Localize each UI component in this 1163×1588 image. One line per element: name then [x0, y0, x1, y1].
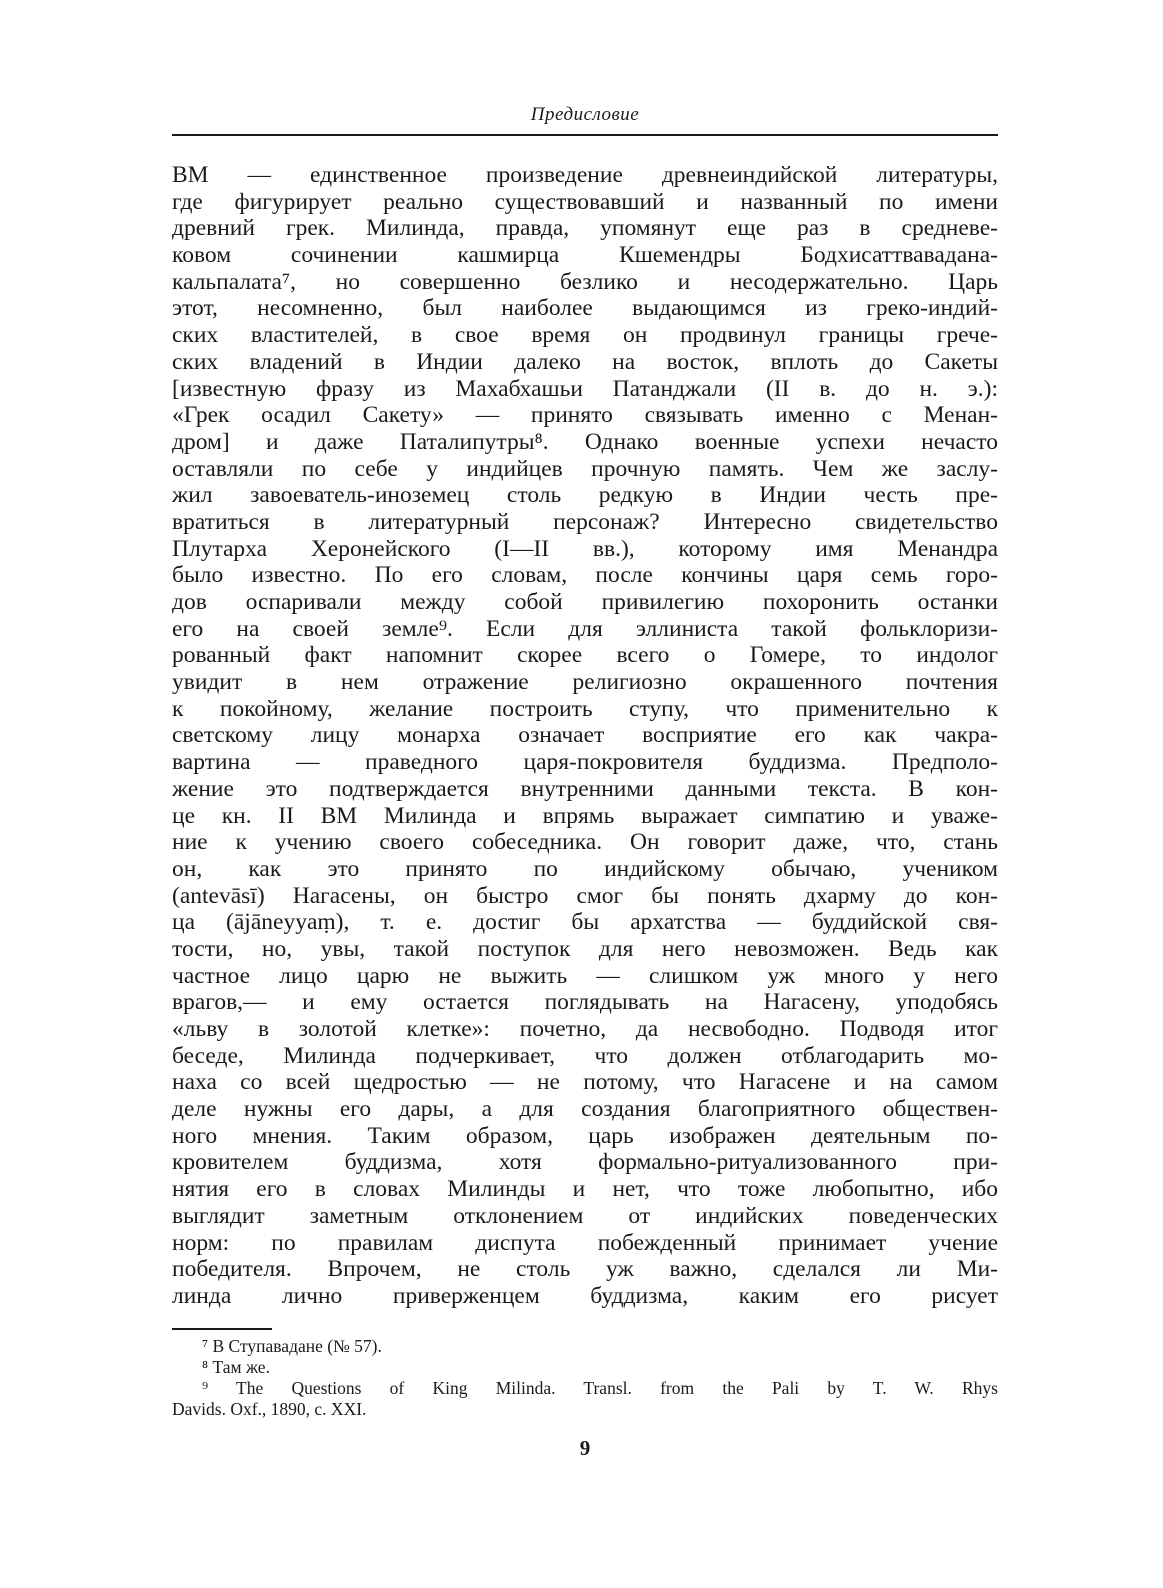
text-line: где фигурирует реально существовавший и названный по имени: [172, 188, 998, 215]
text-line: [известную фразу из Махабхашьи Патанджали (II в. до н. э.):: [172, 375, 998, 402]
text-line: ских властителей, в свое время он продвинул границы грече-: [172, 322, 998, 349]
text-line: ковом сочинении кашмирца Кшемендры Бодхисаттвавадана-: [172, 242, 998, 269]
body-text: [172, 162, 998, 1310]
footnote-rule: [172, 1328, 272, 1330]
text-line: увидит в нем отражение религиозно окрашенного почтения: [172, 669, 998, 696]
text-line: деле нужны его дары, а для создания благоприятного обществен-: [172, 1096, 998, 1123]
footnote-8: ⁸ Там же.: [202, 1357, 270, 1377]
text-line: врагов,— и ему остается поглядывать на Нагасену, уподобясь: [172, 989, 998, 1016]
text-line: выглядит заметным отклонением от индийских поведенческих: [172, 1202, 998, 1229]
text-line: он, как это принято по индийскому обычаю, учеником: [172, 855, 998, 882]
running-head: Предисловие: [530, 104, 640, 125]
text-line: нятия его в словах Милинды и нет, что тоже любопытно, ибо: [172, 1176, 998, 1203]
text-line: кровителем буддизма, хотя формально-ритуализованного при-: [172, 1149, 998, 1176]
text-line: беседе, Милинда подчеркивает, что должен отблагодарить мо-: [172, 1042, 998, 1069]
text-line: це кн. II ВМ Милинда и впрямь выражает симпатию и уваже-: [172, 802, 998, 829]
text-line: «Грек осадил Сакету» — принято связывать именно с Менан-: [172, 402, 998, 429]
footnote-9: ⁹ The Questions of King Milinda. Transl. from the Pali by T. W. Rhys: [202, 1378, 998, 1398]
text-line: древний грек. Милинда, правда, упомянут еще раз в средневе-: [172, 215, 998, 242]
text-line: жил завоеватель-иноземец столь редкую в Индии честь пре-: [172, 482, 998, 509]
text-line: оставляли по себе у индийцев прочную память. Чем же заслу-: [172, 455, 998, 482]
text-line: дром] и даже Паталипутры⁸. Однако военные успехи нечасто: [172, 428, 998, 455]
text-line: светскому лицу монарха означает восприятие его как чакра-: [172, 722, 998, 749]
text-line: ние к учению своего собеседника. Он говорит даже, что, стань: [172, 829, 998, 856]
text-line: тости, но, увы, такой поступок для него невозможен. Ведь как: [172, 935, 998, 962]
text-line: ца (ājāneyyaṃ), т. е. достиг бы архатства — буддийской свя-: [172, 909, 998, 936]
text-line: рованный факт напомнит скорее всего о Гомере, то индолог: [172, 642, 998, 669]
text-line: (antevāsī) Нагасены, он быстро смог бы понять дхарму до кон-: [172, 882, 998, 909]
text-line: «льву в золотой клетке»: почетно, да несвободно. Подводя итог: [172, 1016, 998, 1042]
header-rule: [172, 134, 998, 136]
text-line: частное лицо царю не выжить — слишком уж много у него: [172, 962, 998, 989]
text-line: победителя. Впрочем, не столь уж важно, сделался ли Ми-: [172, 1256, 998, 1283]
text-line: наха со всей щедростью — не потому, что Нагасене и на самом: [172, 1069, 998, 1096]
text-line: вартина — праведного царя-покровителя буддизма. Предполо-: [172, 749, 998, 776]
text-line: дов оспаривали между собой привилегию похоронить останки: [172, 589, 998, 615]
footnote-9-continuation: Davids. Oxf., 1890, c. XXI.: [172, 1399, 367, 1419]
text-line: вратиться в литературный персонаж? Интересно свидетельство: [172, 508, 998, 535]
text-line: к покойному, желание построить ступу, что применительно к: [172, 695, 998, 722]
footnote-7: ⁷ В Ступавадане (№ 57).: [202, 1336, 382, 1356]
text-line: этот, несомненно, был наиболее выдающимся из греко-индий-: [172, 295, 998, 322]
text-line: Плутарха Херонейского (I—II вв.), которому имя Менандра: [172, 535, 998, 562]
text-line: его на своей земле⁹. Если для эллиниста такой фольклоризи-: [172, 615, 998, 642]
footnotes: [172, 1336, 998, 1420]
text-line: ВМ — единственное произведение древнеиндийской литературы,: [172, 162, 998, 188]
text-line: кальпалата⁷, но совершенно безлико и несодержательно. Царь: [172, 268, 998, 295]
page-number: 9: [579, 1436, 591, 1460]
text-line: ного мнения. Таким образом, царь изображен деятельным по-: [172, 1122, 998, 1149]
text-line: норм: по правилам диспута побежденный принимает учение: [172, 1229, 998, 1256]
text-line: ских владений в Индии далеко на восток, вплоть до Сакеты: [172, 348, 998, 375]
text-line: линда лично приверженцем буддизма, каким его рисует: [172, 1282, 998, 1309]
text-line: было известно. По его словам, после кончины царя семь горо-: [172, 562, 998, 589]
text-line: жение это подтверждается внутренними данными текста. В кон-: [172, 775, 998, 802]
